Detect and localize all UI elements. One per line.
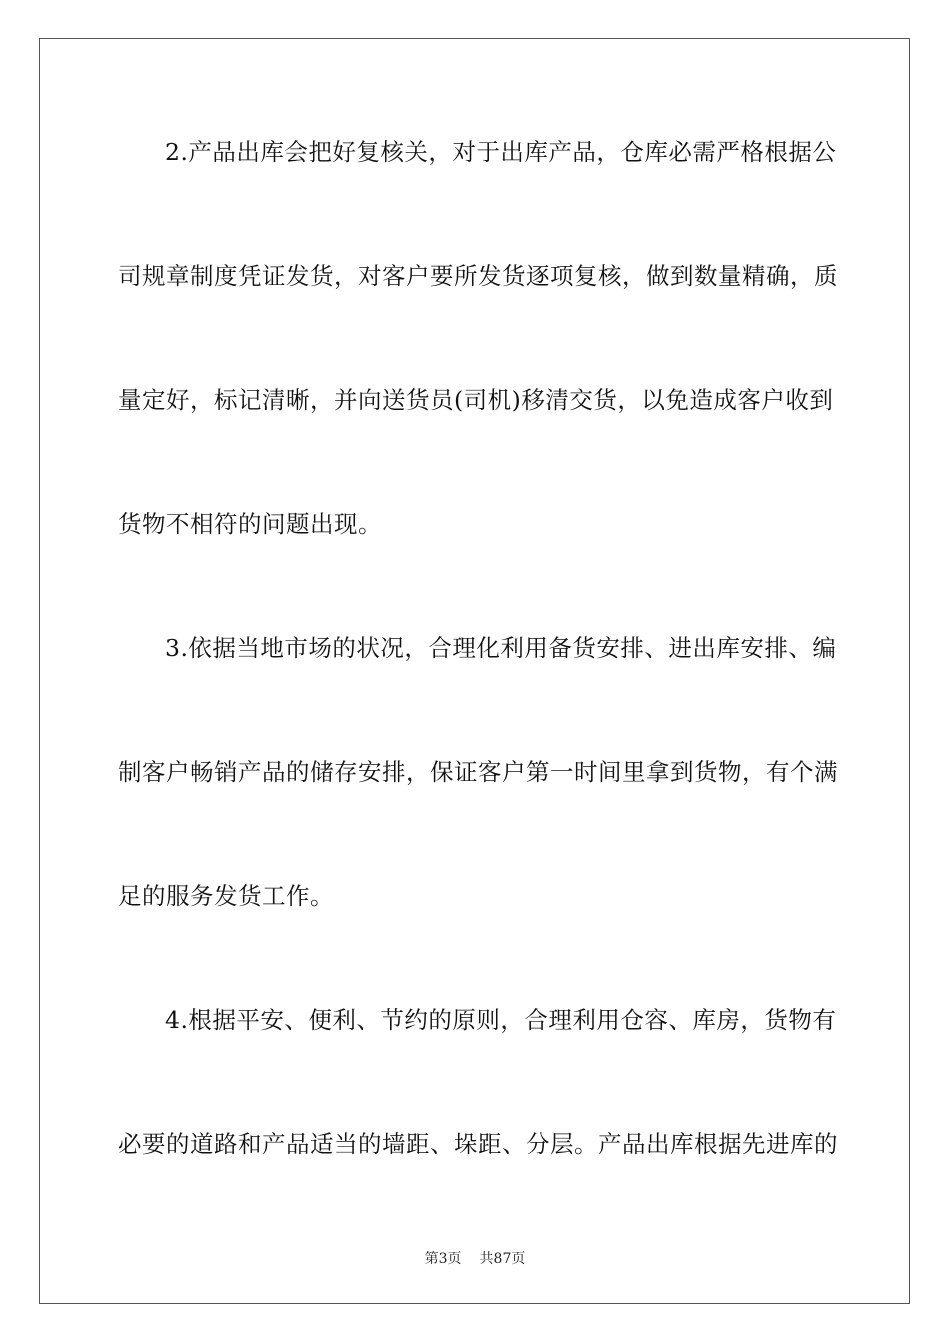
text-line: 货物不相符的问题出现。: [118, 510, 382, 538]
text-line: 制客户畅销产品的储存安排，保证客户第一时间里拿到货物，有个满: [118, 758, 838, 786]
page-footer: [0, 1248, 950, 1268]
paragraph-3: [118, 623, 836, 995]
paragraph-2: [118, 127, 836, 623]
text-line: 2.产品出库会把好复核关，对于出库产品，仓库必需严格根据公: [165, 138, 837, 166]
document-body: [118, 127, 836, 1243]
page-total: 共87页: [479, 1251, 526, 1267]
text-line: 量定好，标记清晰，并向送货员(司机)移清交货，以免造成客户收到: [118, 386, 834, 414]
text-line: 4.根据平安、便利、节约的原则，合理利用仓容、库房，货物有: [165, 1006, 837, 1034]
text-line: 足的服务发货工作。: [118, 882, 334, 910]
text-line: 必要的道路和产品适当的墙距、垛距、分层。产品出库根据先进库的: [118, 1130, 838, 1158]
text-line: 司规章制度凭证发货，对客户要所发货逐项复核，做到数量精确，质: [118, 262, 838, 290]
page-number: 第3页: [424, 1251, 462, 1267]
paragraph-4: [118, 995, 836, 1243]
text-line: 3.依据当地市场的状况，合理化利用备货安排、进出库安排、编: [165, 634, 837, 662]
